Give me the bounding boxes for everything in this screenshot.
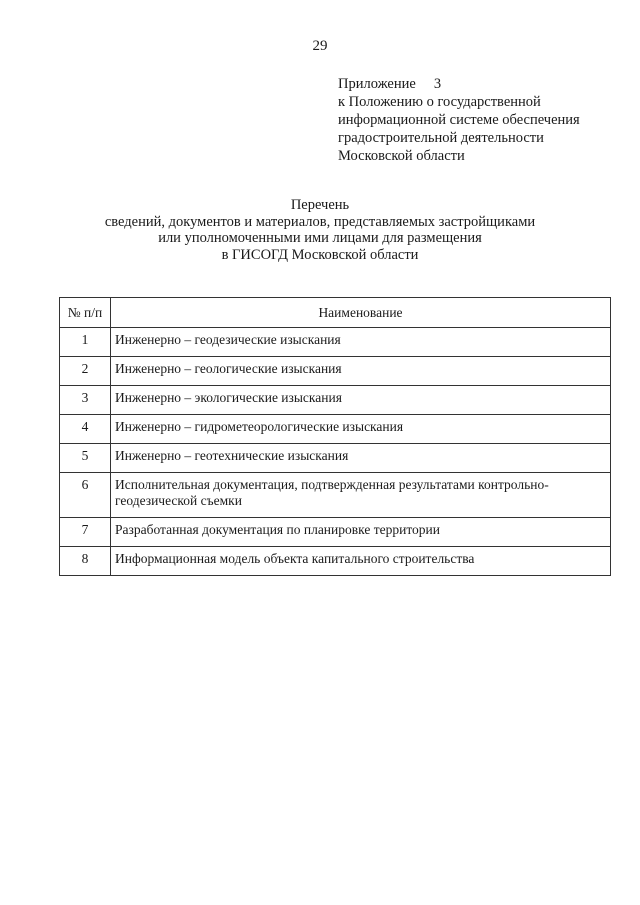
items-table [59,297,611,576]
appendix-label: Приложение [338,76,416,92]
row-name: Инженерно – экологические изыскания [111,386,611,415]
row-name: Разработанная документация по планировке территории [111,518,611,547]
row-number: 2 [60,357,111,386]
table-row [60,415,611,444]
row-number: 8 [60,547,111,576]
row-number: 4 [60,415,111,444]
row-number: 1 [60,328,111,357]
row-number: 7 [60,518,111,547]
document-title [0,197,640,263]
title-line: сведений, документов и материалов, представляемых застройщиками [104,213,536,230]
table-row [60,386,611,415]
table-row [60,357,611,386]
appendix-line: Московской области [338,148,465,164]
row-name: Инженерно – геологические изыскания [111,357,611,386]
appendix-number: 3 [433,76,442,92]
header-number: № п/п [60,298,111,328]
table-row [60,444,611,473]
page-number: 29 [312,38,328,54]
appendix-line: градостроительной деятельности [338,130,544,146]
row-number: 6 [60,473,111,518]
table-row [60,547,611,576]
row-number: 5 [60,444,111,473]
table-row [60,518,611,547]
row-name: Инженерно – геотехнические изыскания [111,444,611,473]
row-name: Исполнительная документация, подтвержденная результатами контрольно-геодезической съемки [111,473,611,518]
row-number: 3 [60,386,111,415]
appendix-line: к Положению о государственной [338,94,541,110]
table-row [60,473,611,518]
row-name: Инженерно – гидрометеорологические изыскания [111,415,611,444]
table-row [60,328,611,357]
table-header-row [60,298,611,328]
appendix-block [338,75,618,165]
appendix-heading [338,75,618,93]
header-name: Наименование [111,298,611,328]
row-name: Информационная модель объекта капитального строительства [111,547,611,576]
appendix-line: информационной системе обеспечения [338,112,580,128]
title-line: или уполномоченными ими лицами для размещения [158,230,482,246]
row-name: Инженерно – геодезические изыскания [111,328,611,357]
title-line: Перечень [290,197,350,213]
title-line: в ГИСОГД Московской области [221,246,419,263]
